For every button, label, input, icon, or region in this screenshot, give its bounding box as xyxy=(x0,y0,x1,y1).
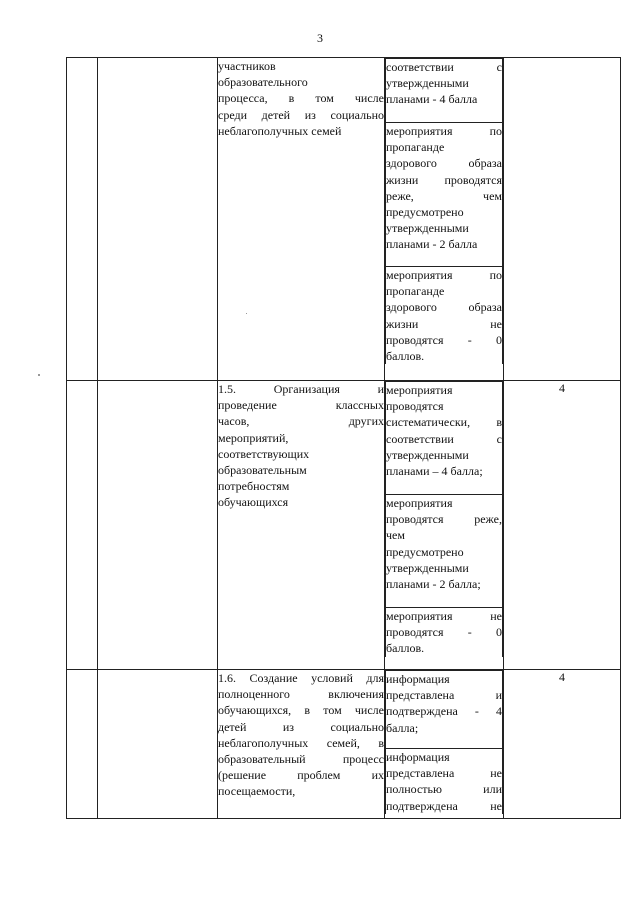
criteria-line: представлена не xyxy=(386,766,502,781)
indicator-line: соответствующих xyxy=(218,446,310,461)
indicator-line: образовательного xyxy=(218,75,308,90)
criteria-line: баллов. xyxy=(386,641,425,656)
criteria-item xyxy=(386,267,503,365)
indicator-cell xyxy=(218,670,385,819)
criteria-line: соответствии с xyxy=(386,431,502,446)
indicator-line: среди детей из социально xyxy=(218,107,384,122)
indicator-cell xyxy=(218,58,385,381)
criteria-line: проводятся реже, xyxy=(386,512,502,527)
criterion-cell xyxy=(98,381,218,670)
score-cell: 4 xyxy=(504,381,621,670)
score-cell xyxy=(504,58,621,381)
criteria-line: информация xyxy=(386,672,450,686)
criteria-line: мероприятия xyxy=(386,496,453,510)
indicator-line: образовательным xyxy=(218,463,307,478)
criteria-line: предусмотрено xyxy=(386,205,464,220)
table-row xyxy=(67,670,621,819)
criteria-line: подтверждена не xyxy=(386,798,502,813)
criteria-line: представлена и xyxy=(386,688,502,703)
criteria-line: мероприятия по xyxy=(386,124,502,138)
criteria-item xyxy=(386,382,503,495)
indicator-line: проведение классных xyxy=(218,398,384,413)
indicator-line: 1.5. Организация и xyxy=(218,382,384,396)
criteria-line: пропаганде xyxy=(386,284,445,299)
indicator-line: образовательный процесс xyxy=(218,752,384,767)
number-cell xyxy=(67,381,98,670)
criteria-list xyxy=(385,58,503,364)
criteria-item xyxy=(386,749,503,814)
criteria-line: здорового образа xyxy=(386,156,502,171)
indicator-line: детей из социально xyxy=(218,719,384,734)
evaluation-table xyxy=(66,57,621,819)
criteria-line: планами – 4 балла; xyxy=(386,464,483,479)
criteria-cell xyxy=(385,670,504,819)
criteria-line: предусмотрено xyxy=(386,544,464,559)
criteria-item xyxy=(386,671,503,749)
indicator-line: неблагополучных семей, в xyxy=(218,735,384,750)
indicator-line: (решение проблем их xyxy=(218,768,384,783)
criteria-line: проводятся - 0 xyxy=(386,332,502,347)
criteria-line: информация xyxy=(386,750,450,764)
criteria-line: планами - 4 балла xyxy=(386,92,478,107)
criteria-list xyxy=(385,381,503,657)
criteria-line: баллов. xyxy=(386,349,425,364)
indicator-line: обучающихся xyxy=(218,495,289,510)
criteria-line: подтверждена - 4 xyxy=(386,704,502,719)
number-cell xyxy=(67,58,98,381)
criteria-line: полностью или xyxy=(386,782,502,797)
criteria-line: мероприятия xyxy=(386,383,453,397)
criteria-line: реже, чем xyxy=(386,188,502,203)
criteria-line: планами - 2 балла; xyxy=(386,577,481,592)
criteria-line: утвержденными xyxy=(386,447,469,462)
criteria-cell xyxy=(385,381,504,670)
criteria-line: проводятся - 0 xyxy=(386,625,502,640)
indicator-line: обучающихся, в том числе xyxy=(218,703,384,718)
criteria-line: проводятся xyxy=(386,399,444,414)
criteria-item xyxy=(386,59,503,123)
criterion-cell xyxy=(98,670,218,819)
criteria-line: здорового образа xyxy=(386,300,502,315)
criteria-item xyxy=(386,123,503,267)
criteria-line: утвержденными xyxy=(386,560,469,575)
page-number: 3 xyxy=(317,31,323,45)
criteria-line: соответствии с xyxy=(386,60,502,74)
indicator-line: потребностям xyxy=(218,479,290,494)
table-row xyxy=(67,381,621,670)
indicator-line: часов, других xyxy=(218,414,384,429)
criteria-line: утвержденными xyxy=(386,76,469,91)
number-cell xyxy=(67,670,98,819)
indicator-line: процесса, в том числе xyxy=(218,91,384,106)
criteria-line: жизни не xyxy=(386,316,502,331)
scan-speck xyxy=(38,374,40,376)
indicator-line: полноценного включения xyxy=(218,687,384,702)
indicator-line: участников xyxy=(218,59,276,73)
criteria-line: жизни проводятся xyxy=(386,172,502,187)
indicator-line: мероприятий, xyxy=(218,430,289,445)
criterion-cell xyxy=(98,58,218,381)
criteria-cell xyxy=(385,58,504,381)
indicator-line: посещаемости, xyxy=(218,784,296,799)
indicator-cell xyxy=(218,381,385,670)
indicator-line: неблагополучных семей xyxy=(218,123,342,138)
criteria-line: утвержденными xyxy=(386,221,469,236)
criteria-line: систематически, в xyxy=(386,415,502,430)
criteria-line: пропаганде xyxy=(386,140,445,155)
table-row xyxy=(67,58,621,381)
criteria-item xyxy=(386,608,503,657)
indicator-line: 1.6. Создание условий для xyxy=(218,671,384,685)
criteria-item xyxy=(386,495,503,608)
criteria-list xyxy=(385,670,503,814)
criteria-line: чем xyxy=(386,528,405,543)
criteria-line: мероприятия не xyxy=(386,609,502,623)
criteria-line: балла; xyxy=(386,720,419,735)
score-cell: 4 xyxy=(504,670,621,819)
criteria-line: планами - 2 балла xyxy=(386,237,478,252)
criteria-line: мероприятия по xyxy=(386,268,502,282)
